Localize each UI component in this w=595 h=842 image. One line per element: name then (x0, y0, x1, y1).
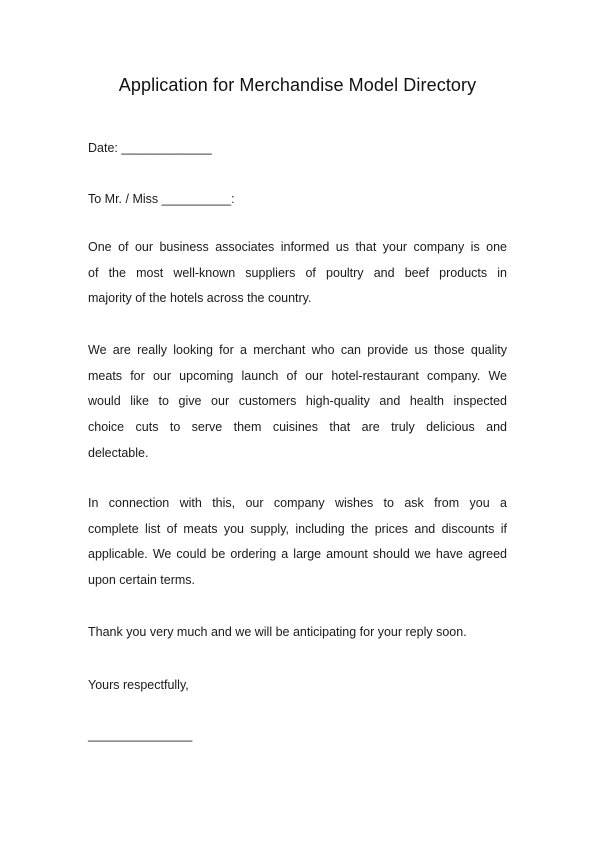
letter-title: Application for Merchandise Model Directory (118, 75, 477, 95)
paragraph-line: complete list of meats you supply, including the prices and discounts if (88, 521, 507, 536)
signature-line: _______________ (88, 728, 193, 742)
paragraph-line: applicable. We could be ordering a large amount should we have agreed (88, 547, 507, 562)
paragraph-line: would like to give our customers high-quality and health inspected (88, 394, 507, 409)
paragraph-line: upon certain terms. (88, 573, 195, 588)
paragraph-line: We are really looking for a merchant who can provide us those quality (88, 343, 507, 357)
paragraph-line: One of our business associates informed us that your company is one (88, 240, 507, 254)
paragraph-line: of the most well-known suppliers of poultry and beef products in (88, 265, 507, 280)
paragraph-line: majority of the hotels across the country. (88, 291, 312, 306)
closing-line: Thank you very much and we will be anticipating for your reply soon. (88, 625, 467, 639)
paragraph-associates (88, 235, 507, 312)
paragraph-line: delectable. (88, 445, 149, 460)
paragraph-line: choice cuts to serve them cuisines that are truly delicious and (88, 420, 507, 435)
paragraph-connection (88, 491, 507, 594)
paragraph-line: meats for our upcoming launch of our hotel-restaurant company. We (88, 368, 507, 383)
valediction: Yours respectfully, (88, 678, 189, 692)
salutation: To Mr. / Miss __________: (88, 192, 235, 206)
date-line: Date: _____________ (88, 141, 212, 155)
paragraph-request (88, 338, 507, 466)
paragraph-line: In connection with this, our company wishes to ask from you a (88, 496, 507, 510)
